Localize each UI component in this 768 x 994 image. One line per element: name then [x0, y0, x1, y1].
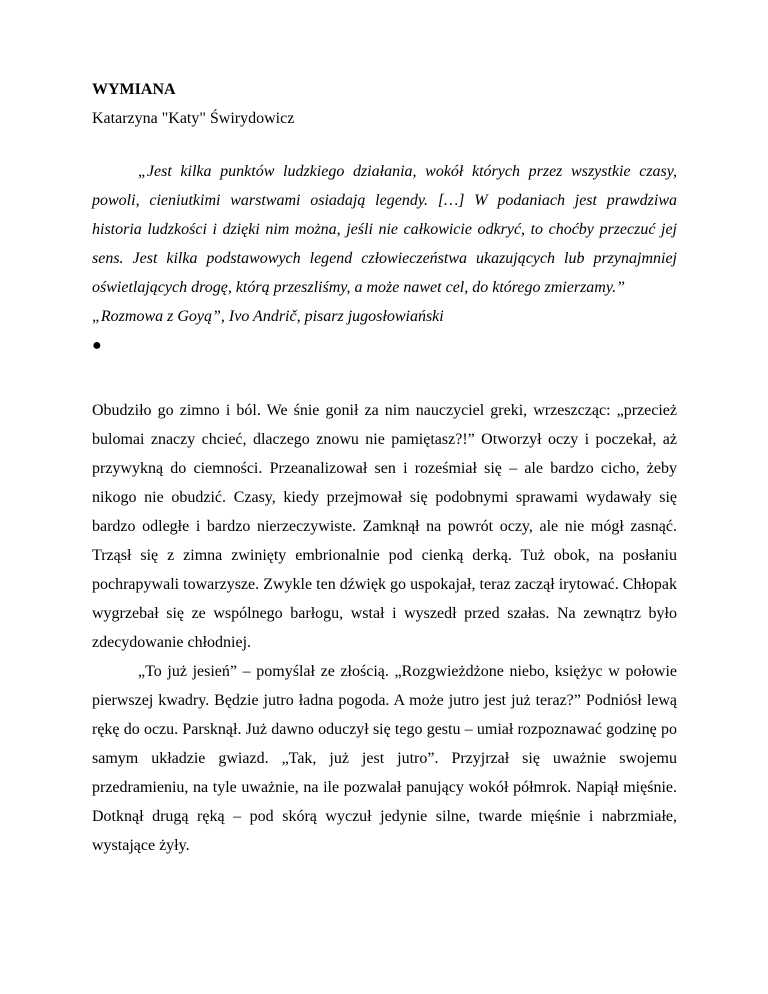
document-title: WYMIANA	[92, 81, 176, 98]
document-author: Katarzyna "Katy" Świrydowicz	[92, 110, 295, 127]
section-separator: ●	[92, 337, 102, 354]
motto-source: „Rozmowa z Goyą”, Ivo Andrič, pisarz jugosłowiański	[92, 308, 444, 325]
document-page	[92, 80, 677, 860]
paragraph-1: Obudziło go zimno i ból. We śnie gonił za nim nauczyciel greki, wrzeszcząc: „przecież bulomai znaczy chcieć, dlaczego znowu nie pamiętasz?!” Otworzył oczy i poczekał, aż przywykną do ciemności. Przeanalizował sen i roześmiał się – ale bardzo cicho, żeby nikogo nie obudzić. Czasy, kiedy przejmował się podobnymi sprawami wydawały się bardzo odległe i bardzo nierzeczywiste. Zamknął na powrót oczy, ale nie mógł zasnąć. Trząsł się z zimna zwinięty embrionalnie pod cienką derką. Tuż obok, na posłaniu pochrapywali towarzysze. Zwykle ten dźwięk go uspokajał, teraz zaczął irytować. Chłopak wygrzebał się ze wspólnego barłogu, wstał i wyszedł przed szałas. Na zewnątrz było zdecydowanie chłodniej.	[92, 402, 677, 651]
paragraph-2: „To już jesień” – pomyślał ze złością. „Rozgwieżdżone niebo, księżyc w połowie pierwszej kwadry. Będzie jutro ładna pogoda. A może jutro jest już teraz?” Podniósł lewą rękę do oczu. Parsknął. Już dawno oduczył się tego gestu – umiał rozpoznawać godzinę po samym układzie gwiazd. „Tak, już jest jutro”. Przyjrzał się uważnie swojemu przedramieniu, na tyle uważnie, na ile pozwalał panujący wokół półmrok. Napiął mięśnie. Dotknął drugą ręką – pod skórą wyczuł jedynie silne, twarde mięśnie i nabrzmiałe, wystające żyły.	[92, 663, 677, 854]
motto-quote: „Jest kilka punktów ludzkiego działania, wokół których przez wszystkie czasy, powoli, cieniutkimi warstwami osiadają legendy. […] W podaniach jest prawdziwa historia ludzkości i dzięki nim można, jeśli nie całkowicie odkryć, to choćby przeczuć jej sens. Jest kilka podstawowych legend człowieczeństwa ukazujących lub przynajmniej oświetlających drogę, którą przeszliśmy, a może nawet cel, do którego zmierzamy.”	[92, 163, 677, 296]
